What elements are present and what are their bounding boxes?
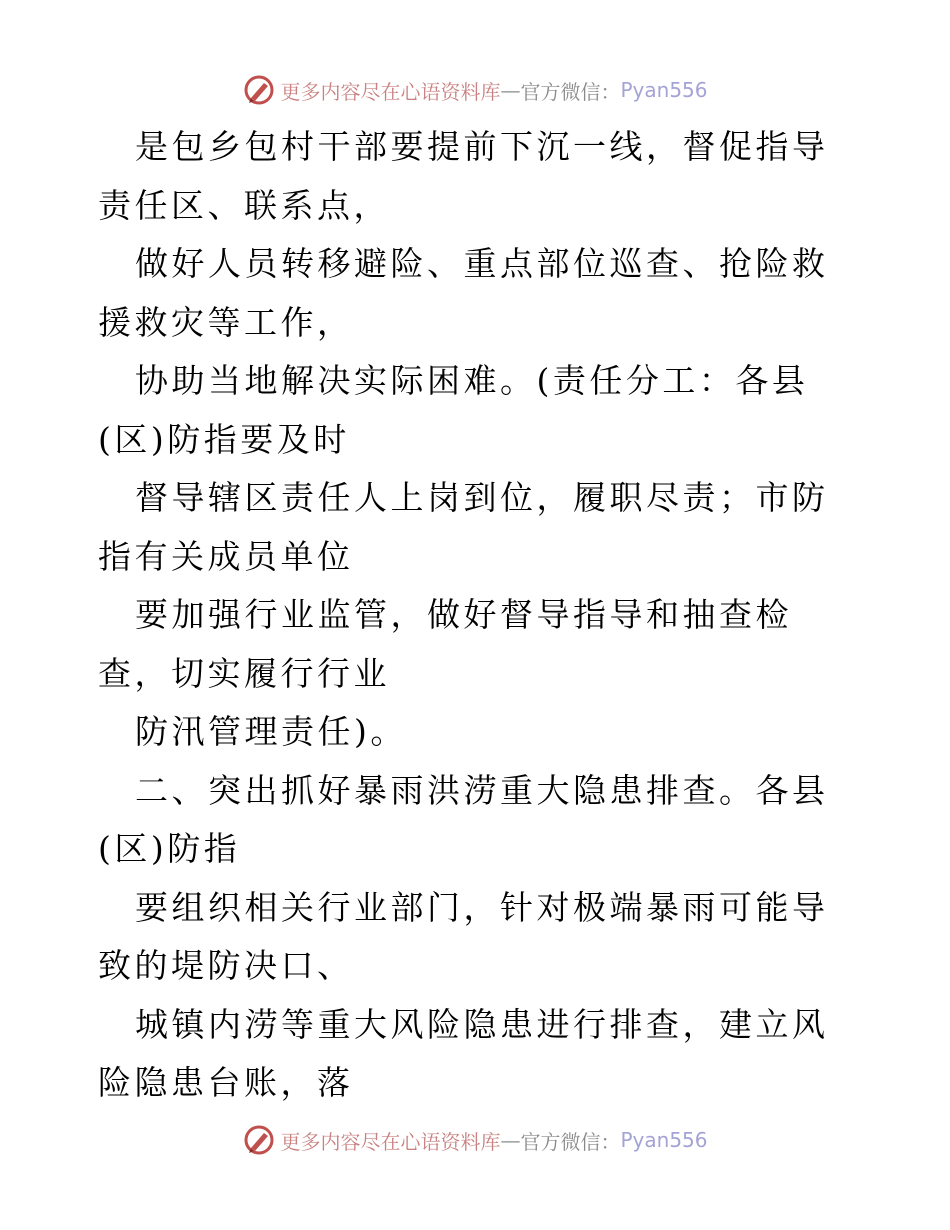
watermark-suffix-text: 官方微信： [520, 1129, 621, 1154]
paragraph: 是包乡包村干部要提前下沉一线，督促指导责任区、联系点， [98, 127, 829, 225]
watermark-wechat-id: Pyan556 [620, 78, 708, 102]
paragraph: 做好人员转移避险、重点部位巡查、抢险救援救灾等工作， [98, 244, 829, 342]
footer-watermark [0, 1120, 950, 1160]
paragraph: 二、突出抓好暴雨洪涝重大隐患排查。各县(区)防指 [98, 770, 829, 868]
document-body [98, 118, 858, 1113]
watermark-suffix-text: 官方微信： [520, 79, 621, 104]
paragraph: 要组织相关行业部门，针对极端暴雨可能导致的堤防决口、 [98, 887, 829, 985]
paragraph: 协助当地解决实际困难。(责任分工：各县(区)防指要及时 [98, 361, 809, 459]
watermark-main-text: 更多内容尽在心语资料库 [280, 1129, 501, 1154]
watermark-wechat-id: Pyan556 [620, 1128, 708, 1152]
paragraph: 要加强行业监管，做好督导指导和抽查检查，切实履行行业 [98, 595, 792, 693]
paragraph: 督导辖区责任人上岗到位，履职尽责；市防指有关成员单位 [98, 478, 829, 576]
header-watermark [0, 70, 950, 110]
watermark-main-text: 更多内容尽在心语资料库 [280, 79, 501, 104]
paragraph: 城镇内涝等重大风险隐患进行排查，建立风险隐患台账，落 [98, 1004, 829, 1102]
pen-logo-icon [242, 73, 276, 107]
paragraph: 防汛管理责任)。 [135, 712, 407, 751]
watermark-separator: — [500, 1128, 521, 1152]
watermark-separator: — [500, 78, 521, 102]
pen-logo-icon [242, 1123, 276, 1157]
